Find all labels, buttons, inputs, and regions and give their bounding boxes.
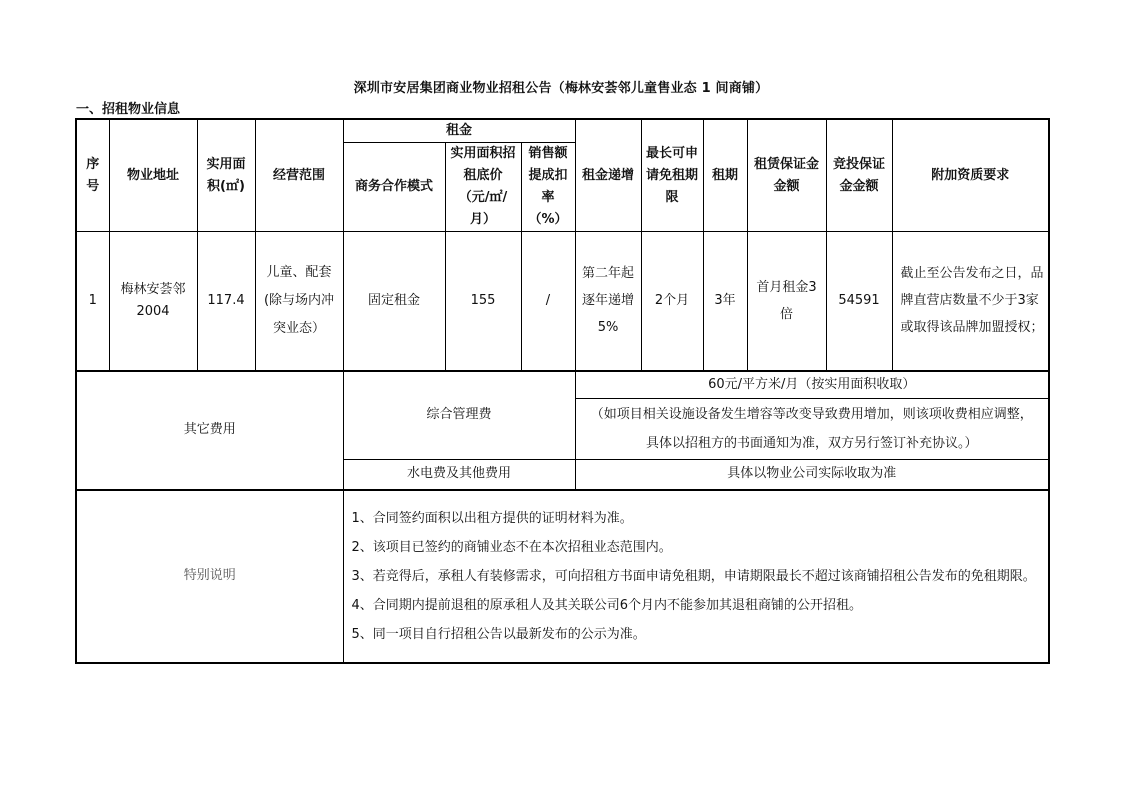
cell-sales-rate: / xyxy=(521,232,575,371)
header-index: 序号 xyxy=(76,119,109,232)
cell-base-price: 155 xyxy=(445,232,521,371)
mgmt-fee-label: 综合管理费 xyxy=(343,371,575,460)
header-base-price: 实用面积招租底价（元/㎡/月） xyxy=(445,143,521,232)
cell-scope: 儿童、配套(除与场内冲突业态） xyxy=(255,232,343,371)
special-notes xyxy=(343,490,1049,663)
special-note-item: 2、该项目已签约的商铺业态不在本次招租业态范围内。 xyxy=(351,539,672,555)
utility-fee-value: 具体以物业公司实际收取为准 xyxy=(575,460,1049,490)
mgmt-fee-price: 60元/平方米/月（按实用面积收取） xyxy=(575,371,1049,399)
cell-area: 117.4 xyxy=(197,232,255,371)
page-title: 深圳市安居集团商业物业招租公告（梅林安荟邻儿童售业态 1 间商铺） xyxy=(353,81,769,96)
cell-term: 3年 xyxy=(703,232,747,371)
special-note-item: 3、若竞得后，承租人有装修需求，可向招租方书面申请免租期，申请期限最长不超过该商铺招租公告发布的免租期限。 xyxy=(351,568,1036,584)
header-area: 实用面积(㎡) xyxy=(197,119,255,232)
header-coop-mode: 商务合作模式 xyxy=(343,143,445,232)
header-bid-deposit: 竞投保证金金额 xyxy=(826,119,892,232)
cell-coop-mode: 固定租金 xyxy=(343,232,445,371)
cell-requirements: 截止至公告发布之日，品牌直营店数量不少于3家或取得该品牌加盟授权； xyxy=(892,232,1049,371)
utility-fee-label: 水电费及其他费用 xyxy=(343,460,575,490)
header-free-period: 最长可申请免租期限 xyxy=(641,119,703,232)
rental-info-table xyxy=(75,118,1050,664)
cell-increase: 第二年起逐年递增5% xyxy=(575,232,641,371)
section-heading: 一、招租物业信息 xyxy=(76,102,181,117)
special-note-item: 4、合同期内提前退租的原承租人及其关联公司6个月内不能参加其退租商铺的公开招租。 xyxy=(351,597,863,613)
header-rent-group: 租金 xyxy=(343,119,575,143)
other-fees-label: 其它费用 xyxy=(76,371,343,490)
header-sales-rate: 销售额提成扣率（%） xyxy=(521,143,575,232)
header-address: 物业地址 xyxy=(109,119,197,232)
special-note-item: 1、合同签约面积以出租方提供的证明材料为准。 xyxy=(351,510,633,526)
cell-index: 1 xyxy=(76,232,109,371)
cell-free-period: 2个月 xyxy=(641,232,703,371)
header-deposit: 租赁保证金金额 xyxy=(747,119,826,232)
cell-bid-deposit: 54591 xyxy=(826,232,892,371)
mgmt-fee-note: （如项目相关设施设备发生增容等改变导致费用增加，则该项收费相应调整，具体以招租方的书面通知为准，双方另行签订补充协议。） xyxy=(575,399,1049,460)
cell-deposit: 首月租金3倍 xyxy=(747,232,826,371)
special-notes-label: 特别说明 xyxy=(76,490,343,663)
header-term: 租期 xyxy=(703,119,747,232)
header-scope: 经营范围 xyxy=(255,119,343,232)
header-increase: 租金递增 xyxy=(575,119,641,232)
special-note-item: 5、同一项目自行招租公告以最新发布的公示为准。 xyxy=(351,626,646,642)
cell-address: 梅林安荟邻2004 xyxy=(109,232,197,371)
header-requirements: 附加资质要求 xyxy=(892,119,1049,232)
